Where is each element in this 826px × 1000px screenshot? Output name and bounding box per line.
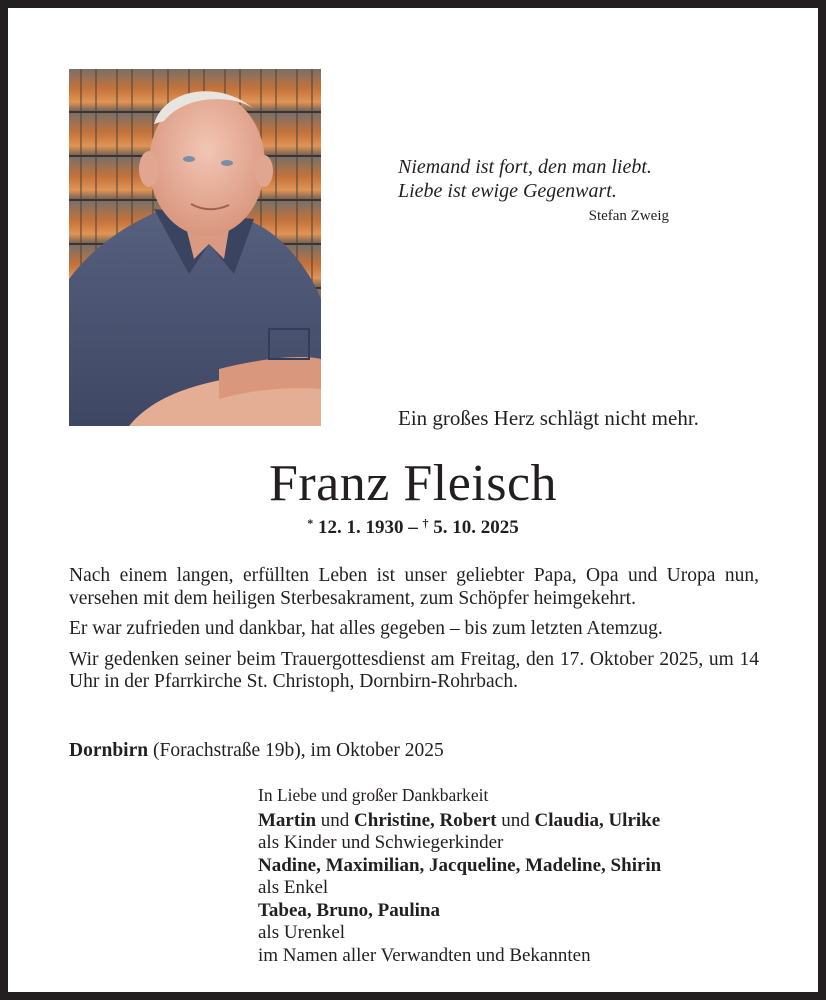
- portrait-photo: [69, 69, 321, 426]
- child-name-2: Christine, Robert: [354, 809, 497, 831]
- great-grandchildren-label: als Urenkel: [258, 922, 346, 943]
- quote-author: Stefan Zweig: [588, 208, 669, 224]
- mourners-intro: In Liebe und großer Dankbarkeit: [258, 785, 489, 805]
- great-grandchildren-names: Tabea, Bruno, Paulina: [258, 899, 440, 921]
- quote-line-1: Niemand ist fort, den man liebt.: [398, 156, 652, 178]
- death-cross-icon: †: [422, 516, 429, 530]
- life-dates: [8, 516, 818, 539]
- place-date-line: [69, 740, 444, 762]
- death-date: 5. 10. 2025: [433, 517, 519, 538]
- body-paragraph-2: Er war zufrieden und dankbar, hat alles gegeben – bis zum letzten Atemzug.: [69, 618, 663, 639]
- children-label: als Kinder und Schwiegerkinder: [258, 832, 504, 853]
- portrait-image: [69, 69, 321, 426]
- obituary-page: [8, 8, 818, 992]
- mourners-block: [258, 784, 778, 967]
- child-name-3: Claudia, Ulrike: [534, 809, 661, 831]
- children-names: [258, 810, 778, 833]
- obituary-body: [69, 565, 759, 702]
- connector-und-2: und: [496, 809, 535, 831]
- date-separator: –: [403, 517, 423, 538]
- quote-line-2: Liebe ist ewige Gegenwart.: [398, 180, 617, 202]
- connector-und-1: und: [316, 809, 355, 831]
- deceased-name: Franz Fleisch: [268, 455, 558, 512]
- child-name-1: Martin: [258, 809, 317, 831]
- birth-date: 12. 1. 1930: [318, 517, 404, 538]
- mourners-closing: im Namen aller Verwandten und Bekannten: [258, 944, 591, 966]
- grandchildren-names: Nadine, Maximilian, Jacqueline, Madeline, Shirin: [258, 854, 662, 876]
- place-city: Dornbirn: [69, 740, 149, 761]
- place-address-date: (Forachstraße 19b), im Oktober 2025: [148, 740, 444, 761]
- memorial-quote: [398, 155, 688, 203]
- body-paragraph-1: Nach einem langen, erfüllten Leben ist unser geliebter Papa, Opa und Uropa nun, versehen mit dem heiligen Sterbesakrament, zum Schöpfer heimgekehrt.: [69, 565, 759, 609]
- motto-text: Ein großes Herz schlägt nicht mehr.: [398, 406, 699, 430]
- body-paragraph-3: Wir gedenken seiner beim Trauergottesdienst am Freitag, den 17. Oktober 2025, um 14 Uhr in der Pfarrkirche St. Christoph, Dornbirn-Rohrbach.: [69, 648, 759, 692]
- birth-star-icon: *: [307, 516, 314, 530]
- grandchildren-label: als Enkel: [258, 877, 329, 898]
